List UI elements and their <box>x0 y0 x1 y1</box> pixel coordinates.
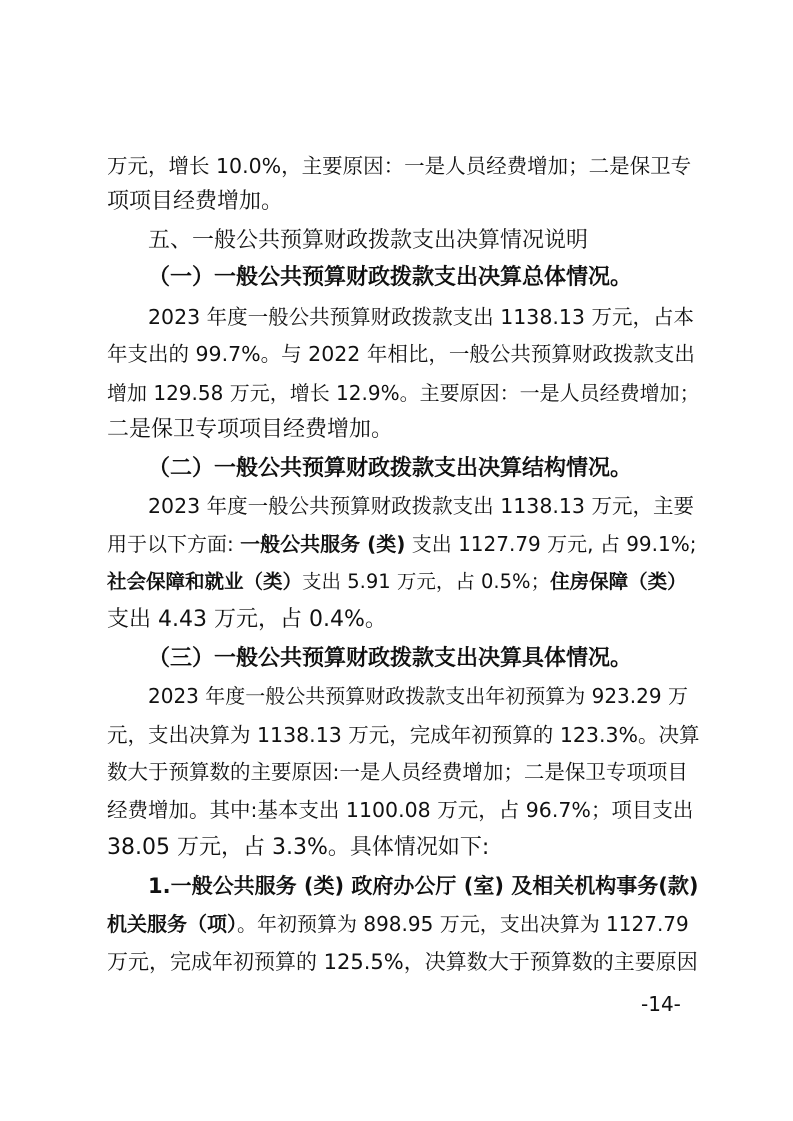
text-line <box>107 188 283 216</box>
text-line <box>107 834 489 862</box>
subsection-heading <box>148 645 632 673</box>
text-line <box>107 606 387 634</box>
text-run: 支出 4.43 万元，占 0.4%。 <box>107 607 387 632</box>
text-run: 支出 5.91 万元，占 0.5%； <box>302 570 551 593</box>
text-run: 。年初预算为 898.95 万元，支出决算为 1127.79 <box>237 912 689 936</box>
text-run: 社会保障和就业（类） <box>107 570 303 593</box>
text-run: 住房保障（类） <box>550 570 687 593</box>
text-run: 增加 129.58 万元，增长 12.9%。主要原因：一是人员经费增加； <box>107 381 700 405</box>
text-line <box>107 152 691 180</box>
text-line <box>107 910 689 938</box>
text-run: 38.05 万元，占 3.3%。具体情况如下: <box>107 835 490 860</box>
text-line <box>148 492 694 520</box>
text-line <box>107 379 700 407</box>
text-line <box>107 796 693 824</box>
text-run: 支出 1127.79 万元, 占 99.1%; <box>405 532 697 556</box>
text-run: （二）一般公共预算财政拨款支出决算结构情况。 <box>148 456 633 481</box>
text-run: 数大于预算数的主要原因:一是人员经费增加；二是保卫专项项目 <box>107 760 688 784</box>
text-line <box>107 721 700 749</box>
text-run: 2023 年度一般公共预算财政拨款支出 1138.13 万元，主要 <box>148 494 694 518</box>
text-run: 1.一般公共服务 (类) 政府办公厅 (室) 及相关机构事务(款) <box>148 874 699 898</box>
text-run: 机关服务（项） <box>107 912 237 936</box>
section-heading <box>148 227 588 255</box>
page-number: -14- <box>641 992 681 1016</box>
text-run: （一）一般公共预算财政拨款支出决算总体情况。 <box>148 265 633 290</box>
text-run: （三）一般公共预算财政拨款支出决算具体情况。 <box>148 646 633 671</box>
text-run: 一般公共服务 (类) <box>240 532 406 556</box>
text-run: 项项目经费增加。 <box>107 189 284 214</box>
text-run: 2023 年度一般公共预算财政拨款支出 1138.13 万元，占本 <box>148 305 694 329</box>
text-run: 万元，增长 10.0%，主要原因：一是人员经费增加；二是保卫专 <box>107 154 692 178</box>
text-run: 经费增加。其中:基本支出 1100.08 万元，占 96.7%；项目支出 <box>107 798 694 822</box>
text-run: 2023 年度一般公共预算财政拨款支出年初预算为 923.29 万 <box>148 684 688 708</box>
text-run: 万元，完成年初预算的 125.5%，决算数大于预算数的主要原因 <box>107 950 698 974</box>
text-run: 年支出的 99.7%。与 2022 年相比，一般公共预算财政拨款支出 <box>107 342 695 366</box>
text-line <box>148 682 688 710</box>
text-line <box>148 303 694 331</box>
item-heading <box>148 872 698 900</box>
text-line <box>107 568 687 596</box>
text-line <box>107 530 696 558</box>
text-run: 五、一般公共预算财政拨款支出决算情况说明 <box>148 228 589 253</box>
text-run: 二是保卫专项项目经费增加。 <box>107 417 394 442</box>
text-line <box>107 758 688 786</box>
text-line <box>107 416 393 444</box>
text-run: 元，支出决算为 1138.13 万元，完成年初预算的 123.3%。决算 <box>107 723 700 747</box>
text-line <box>107 948 698 976</box>
text-run: 用于以下方面: <box>107 532 241 556</box>
subsection-heading <box>148 455 632 483</box>
text-line <box>107 340 695 368</box>
subsection-heading <box>148 264 632 292</box>
